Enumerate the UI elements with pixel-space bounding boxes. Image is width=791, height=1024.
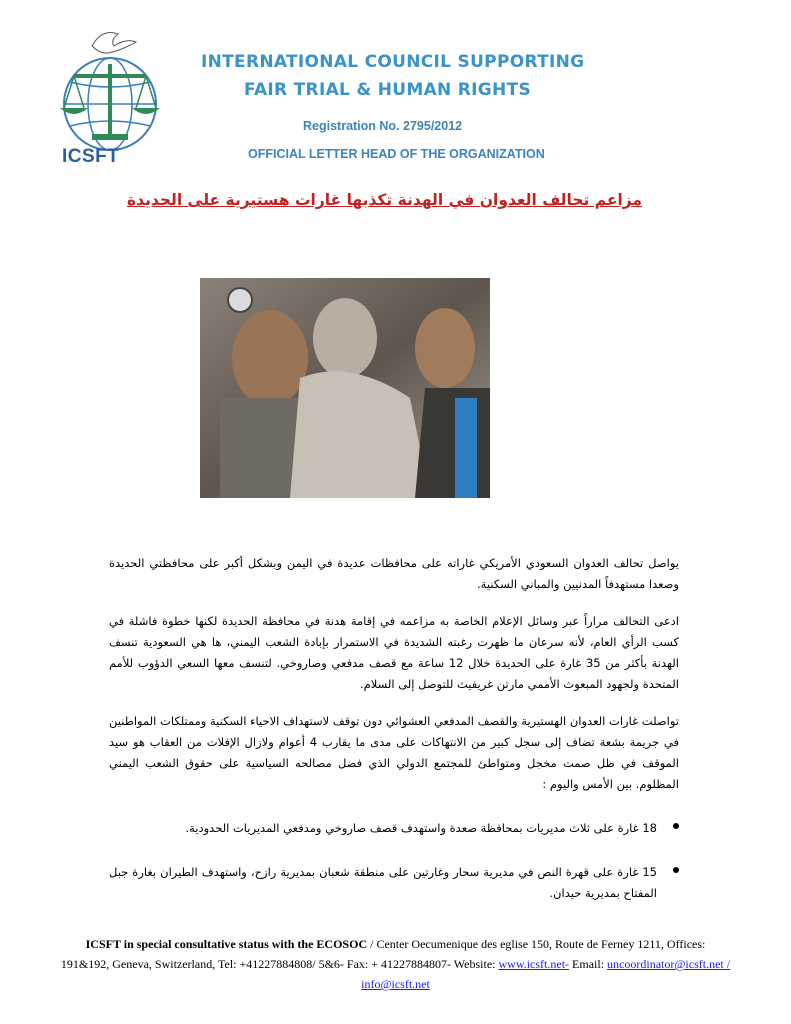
news-photo — [200, 278, 490, 498]
email-link-info[interactable]: info@icsft.net — [361, 977, 430, 991]
footer-address: / Center Oecumenique des eglise 150, Route de Ferney 1211, Offices: 191&192, Geneva, Switzerland, Tel: +41227884808/ 5&6- Fax: + 41227884807- Website: — [60, 937, 706, 971]
paragraph: ادعى التحالف مراراً عبر وسائل الإعلام الخاصة به مزاعمه في إقامة هدنة في محافظة الحديدة لكنها خطوة فاشلة في كسب الرأي العام، لأنه سرعان ما ظهرت رغبته الشديدة في الاستمرار بإبادة الشعب اليمني، ها هي السعودية تنسف الهدنة بأكثر من 35 غارة على الحديدة خلال 12 ساعة مع قصف مدفعي وصاروخي. لتنسف معها السعي الدؤوب للأمم المتحدة ولجهود المبعوث الأممي مارتن غريفيث للتوصل إلى السلام. — [109, 614, 679, 691]
logo-text: ICSFT — [62, 146, 120, 167]
list-item-text: 18 غارة على ثلاث مديريات بمحافظة صعدة واستهدف قصف صاروخي ومدفعي المديريات الحدودية. — [185, 821, 657, 835]
website-link[interactable]: www.icsft.net- — [498, 957, 570, 971]
paragraph: يواصل تحالف العدوان السعودي الأمريكي غاراته على محافظات عديدة في اليمن وبشكل أكبر على محافظتي الحديدة وصعدا مستهدفاً المدنيين والمباني السكنية. — [109, 556, 679, 591]
bullet-icon — [673, 823, 679, 829]
list-item — [109, 862, 657, 904]
organization-name-line1: INTERNATIONAL COUNCIL SUPPORTING — [201, 52, 585, 72]
email-link-coordinator[interactable]: uncoordinator@icsft.net / — [607, 957, 731, 971]
letterhead-caption: OFFICIAL LETTER HEAD OF THE ORGANIZATION — [248, 147, 545, 161]
article-headline: مزاعم تحالف العدوان في الهدنة تكذبها غارات هستيرية على الحديدة — [126, 191, 642, 209]
paragraph: تواصلت غارات العدوان الهستيرية والقصف المدفعي العشوائي دون توقف لاستهداف الاحياء السكنية وممتلكات المواطنين في جريمة بشعة تضاف إلى سجل كبير من الانتهاكات على مدى ما يقارب 4 أعوام ولازال الإفلات من العقاب هو سيد الموقف في ظل صمت مخجل ومتواطئ للمجتمع الدولي الذي فضل مصالحه السياسية على حقوق الشعب اليمني المظلوم. بين الأمس واليوم : — [109, 714, 679, 791]
registration-number: Registration No. 2795/2012 — [303, 119, 463, 133]
page-footer — [60, 934, 731, 994]
footer-status: ICSFT in special consultative status with the ECOSOC — [85, 937, 368, 951]
list-item — [109, 818, 657, 839]
list-item-text: 15 غارة على قهرة النص في مديرية سحار وغارتين على منطقة شعبان بمديرية رازح، واستهدف الطيران بغارة جبل المفتاح بمديرية حيدان. — [109, 865, 657, 900]
organization-name-line2: FAIR TRIAL & HUMAN RIGHTS — [244, 80, 532, 100]
bullet-icon — [673, 867, 679, 873]
email-label: Email: — [569, 957, 608, 971]
